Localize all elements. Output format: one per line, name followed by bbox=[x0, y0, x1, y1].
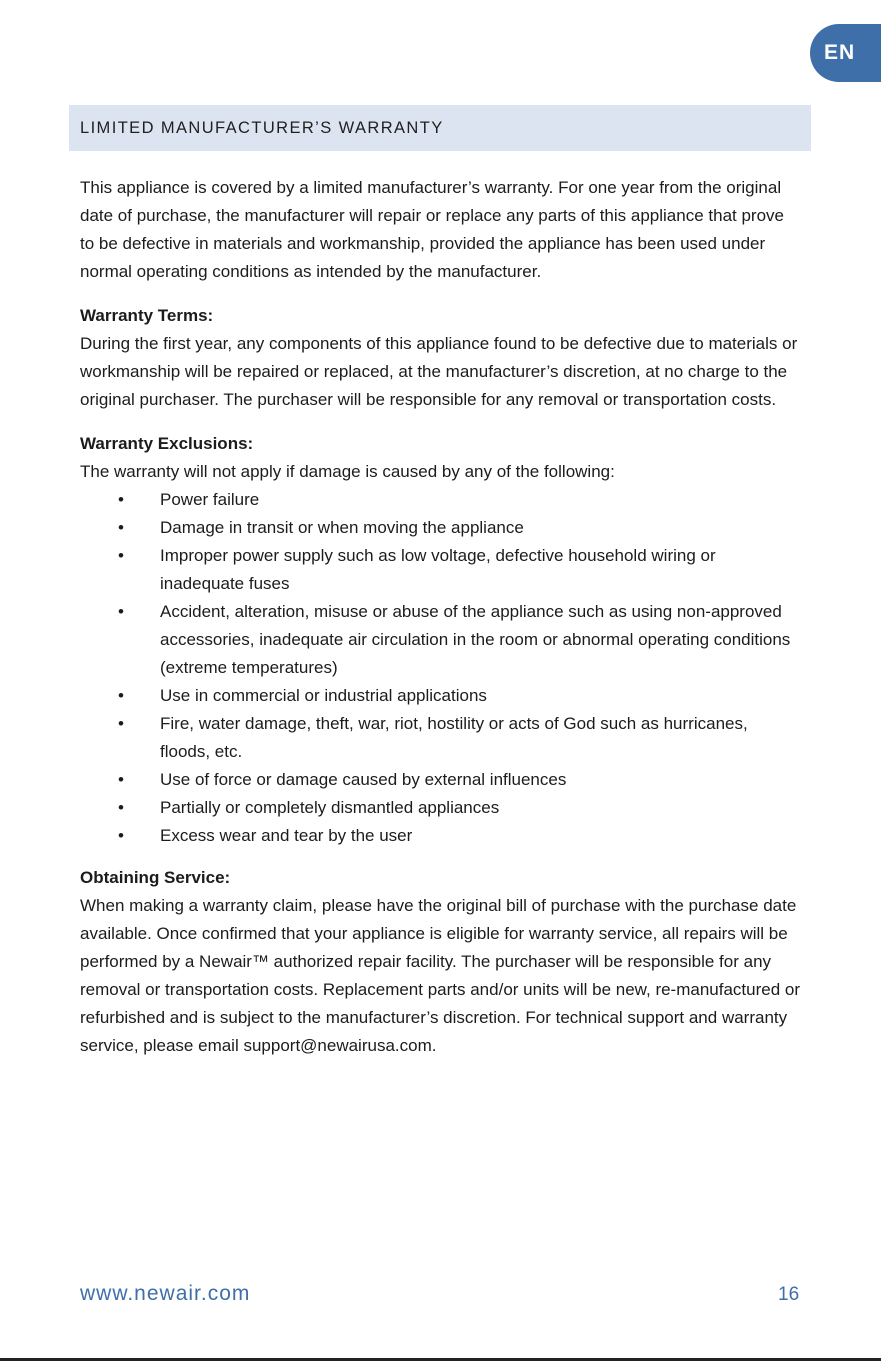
exclusions-heading: Warranty Exclusions: bbox=[80, 434, 254, 453]
exclusion-item: • Use of force or damage caused by external influences bbox=[80, 766, 800, 794]
exclusion-item: • Use in commercial or industrial applications bbox=[80, 682, 800, 710]
exclusion-item: • Excess wear and tear by the user bbox=[80, 822, 800, 850]
exclusion-item: • Improper power supply such as low voltage, defective household wiring or inadequate fuses bbox=[80, 542, 800, 598]
language-label: EN bbox=[824, 41, 856, 64]
language-tab bbox=[810, 24, 881, 82]
exclusion-item: • Damage in transit or when moving the appliance bbox=[80, 514, 800, 542]
section-heading: LIMITED MANUFACTURER’S WARRANTY bbox=[80, 118, 444, 137]
exclusion-item: • Accident, alteration, misuse or abuse of the appliance such as using non-approved accessories, inadequate air circulation in the room or abnormal operating conditions (extreme temperatures) bbox=[80, 598, 800, 682]
service-paragraph: When making a warranty claim, please have the original bill of purchase with the purchase date available. Once confirmed that your appliance is eligible for warranty service, all repairs will be performed by a Newair™ authorized repair facility. The purchaser will be responsible for any removal or transportation costs. Replacement parts and/or units will be new, re-manufactured or refurbished and is subject to the manufacturer’s discretion. For technical support and warranty service, please email support@newairusa.com. bbox=[80, 896, 801, 1055]
service-heading: Obtaining Service: bbox=[80, 868, 231, 887]
exclusion-item: • Power failure bbox=[80, 486, 800, 514]
terms-heading: Warranty Terms: bbox=[80, 306, 214, 325]
terms-paragraph: During the first year, any components of this appliance found to be defective due to materials or workmanship will be repaired or replaced, at the manufacturer’s discretion, at no charge to the original purchaser. The purchaser will be responsible for any removal or transportation costs. bbox=[80, 334, 798, 409]
exclusions-lead: The warranty will not apply if damage is caused by any of the following: bbox=[80, 462, 615, 481]
page-number: 16 bbox=[778, 1284, 800, 1305]
exclusion-item: • Partially or completely dismantled appliances bbox=[80, 794, 800, 822]
exclusion-item: • Fire, water damage, theft, war, riot, hostility or acts of God such as hurricanes, floods, etc. bbox=[80, 710, 800, 766]
warranty-content bbox=[80, 174, 800, 1060]
exclusions-list bbox=[80, 486, 800, 850]
footer-website-link[interactable]: www.newair.com bbox=[80, 1282, 251, 1305]
section-heading-band bbox=[69, 105, 811, 151]
intro-paragraph: This appliance is covered by a limited manufacturer’s warranty. For one year from the original date of purchase, the manufacturer will repair or replace any parts of this appliance that prove to be defective in materials and workmanship, provided the appliance has been used under normal operating conditions as intended by the manufacturer. bbox=[80, 178, 784, 281]
